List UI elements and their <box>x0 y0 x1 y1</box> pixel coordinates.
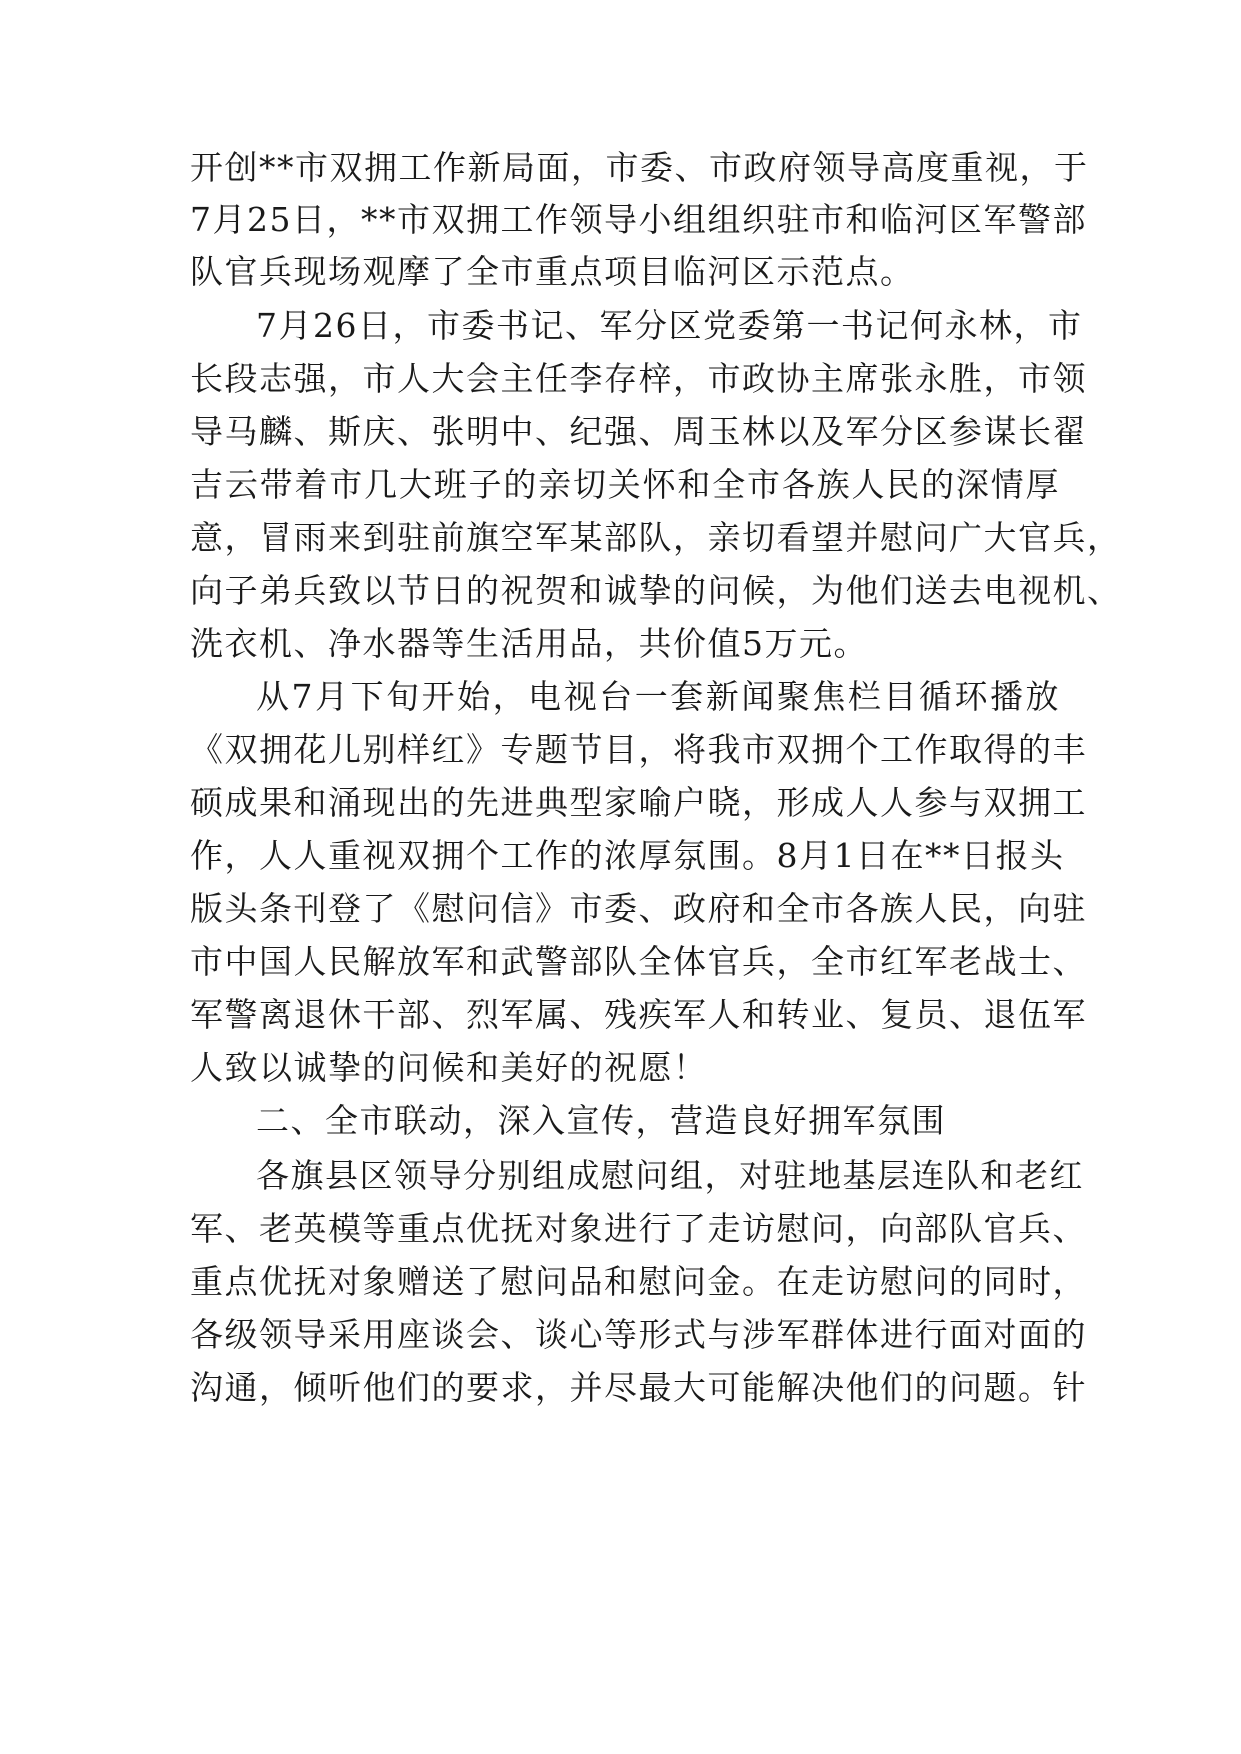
body-text-line: 各级领导采用座谈会、谈心等形式与涉军群体进行面对面的 <box>190 1315 1087 1354</box>
body-text-line: 开创**市双拥工作新局面，市委、市政府领导高度重视，于 <box>190 148 1089 187</box>
body-text-line: 市中国人民解放军和武警部队全体官兵，全市红军老战士、 <box>190 942 1087 981</box>
body-text-line: 队官兵现场观摩了全市重点项目临河区示范点。 <box>190 252 915 291</box>
body-text-line: 人致以诚挚的问候和美好的祝愿！ <box>190 1048 708 1087</box>
body-text-line: 军警离退休干部、烈军属、残疾军人和转业、复员、退伍军 <box>190 995 1087 1034</box>
body-text-line: 重点优抚对象赠送了慰问品和慰问金。在走访慰问的同时， <box>190 1262 1087 1301</box>
body-text-line: 7月25日，**市双拥工作领导小组组织驻市和临河区军警部 <box>190 200 1087 239</box>
body-text-line: 从7月下旬开始，电视台一套新闻聚焦栏目循环播放 <box>256 677 1060 716</box>
body-text-line: 洗衣机、净水器等生活用品，共价值5万元。 <box>190 624 868 663</box>
body-text-line: 长段志强，市人大会主任李存梓，市政协主席张永胜，市领 <box>190 359 1087 398</box>
body-text-line: 作，人人重视双拥个工作的浓厚氛围。8月1日在**日报头 <box>190 836 1065 875</box>
body-text-line: 各旗县区领导分别组成慰问组，对驻地基层连队和老红 <box>256 1156 1084 1195</box>
body-text-line: 版头条刊登了《慰问信》市委、政府和全市各族人民，向驻 <box>190 889 1087 928</box>
body-text-line: 导马麟、斯庆、张明中、纪强、周玉林以及军分区参谋长翟 <box>190 412 1087 451</box>
section-heading: 二、全市联动，深入宣传，营造良好拥军氛围 <box>256 1101 946 1140</box>
body-text-line: 吉云带着市几大班子的亲切关怀和全市各族人民的深情厚 <box>190 465 1060 504</box>
body-text-line: 向子弟兵致以节日的祝贺和诚挚的问候，为他们送去电视机、 <box>190 571 1122 610</box>
body-text-line: 7月26日，市委书记、军分区党委第一书记何永林，市 <box>256 306 1083 345</box>
body-text-line: 军、老英模等重点优抚对象进行了走访慰问，向部队官兵、 <box>190 1209 1087 1248</box>
body-text-line: 沟通，倾听他们的要求，并尽最大可能解决他们的问题。针 <box>190 1368 1087 1407</box>
body-text-line: 硕成果和涌现出的先进典型家喻户晓，形成人人参与双拥工 <box>190 783 1087 822</box>
body-text-line: 《双拥花儿别样红》专题节目，将我市双拥个工作取得的丰 <box>190 730 1087 769</box>
body-text-line: 意，冒雨来到驻前旗空军某部队，亲切看望并慰问广大官兵， <box>190 518 1122 557</box>
